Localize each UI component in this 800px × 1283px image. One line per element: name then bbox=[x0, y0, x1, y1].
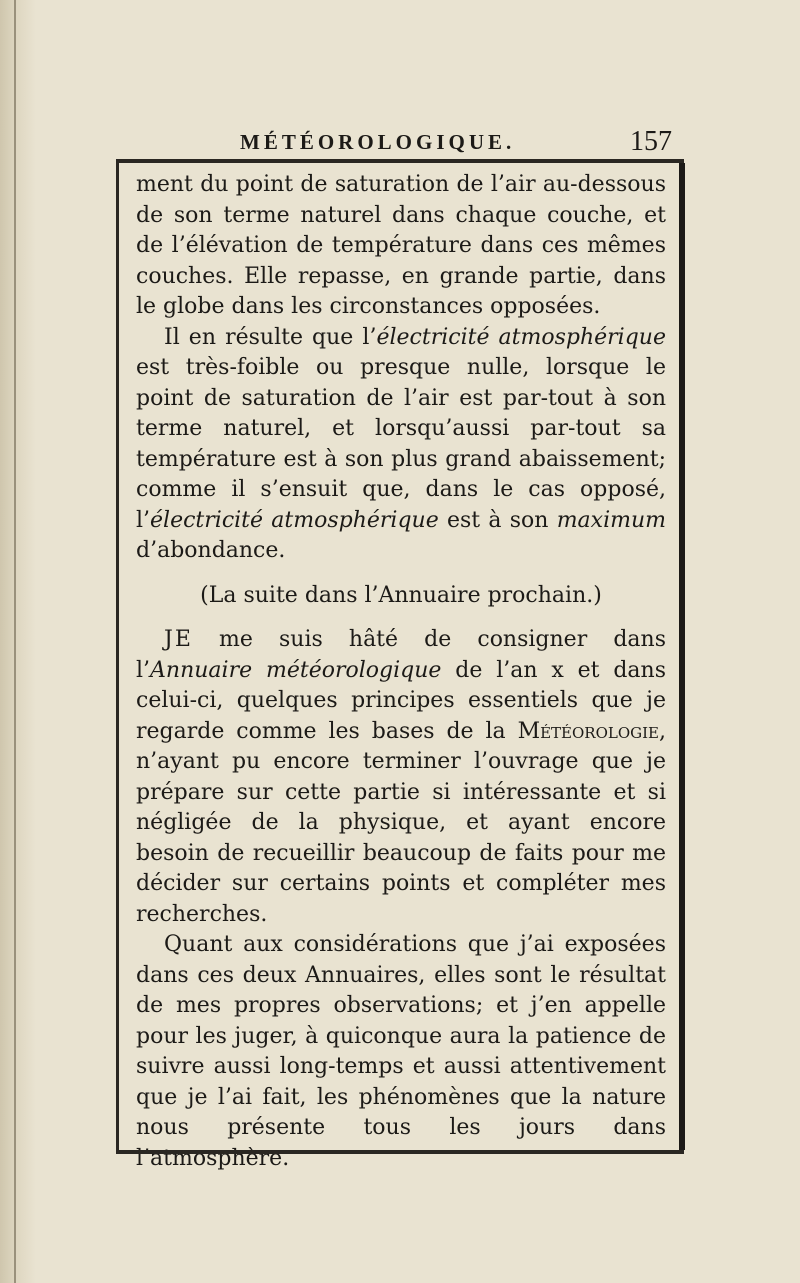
page-number: 157 bbox=[630, 126, 672, 157]
smallcaps-term: Météorologie bbox=[517, 718, 659, 744]
italic-title: Annuaire météorologique bbox=[150, 657, 442, 683]
paragraph-2: Il en résulte que l’électricité atmosphérique est très-foible ou presque nulle, lorsque le point de saturation de l’air est par-tout à son terme naturel, et lorsqu’aussi par-tout sa température est à son plus grand abaissement; comme il s’ensuit que, dans le cas opposé, l’électricité atmosphérique est à son maximum d’abondance. bbox=[136, 324, 666, 563]
book-gutter bbox=[0, 0, 36, 1283]
paragraph-3: JE me suis hâté de consigner dans l’Annuaire météorologique de l’an x et dans celui-ci, quelques principes essentiels que je regarde comme les bases de la Météorologie, n’ayant pu encore terminer l’ouvrage que je prépare sur cette partie si intéressante et si négligée de la physique, et ayant encore besoin de recueillir beaucoup de faits pour me décider sur certains points et compléter mes recherches. bbox=[136, 627, 666, 927]
italic-term: électricité atmosphérique bbox=[150, 507, 439, 533]
paragraph-1: ment du point de saturation de l’air au-dessous de son terme naturel dans chaque couche, et de l’élévation de température dans ces mêmes couches. Elle repasse, en grande partie, dans le globe dans les circonstances opposées. bbox=[136, 172, 666, 319]
running-head: MÉTÉOROLOGIQUE. bbox=[240, 130, 516, 154]
italic-term: maximum bbox=[556, 507, 666, 533]
page-body bbox=[136, 170, 666, 1174]
italic-term: électricité atmosphérique bbox=[376, 324, 666, 350]
bottom-rule bbox=[116, 1150, 684, 1154]
continuation-notice: (La suite dans l’Annuaire prochain.) bbox=[200, 582, 602, 608]
paragraph-4: Quant aux considérations que j’ai exposées dans ces deux Annuaires, elles sont le résultat de mes propres observations; et j’en appelle pour les juger, à quiconque aura la patience de suivre aussi long-temps et aussi attentivement que je l’ai fait, les phénomènes que la nature nous présente tous les jours dans l’atmosphère. bbox=[136, 932, 666, 1171]
gutter-shadow-line bbox=[14, 0, 16, 1283]
drop-lead: JE bbox=[164, 627, 193, 652]
